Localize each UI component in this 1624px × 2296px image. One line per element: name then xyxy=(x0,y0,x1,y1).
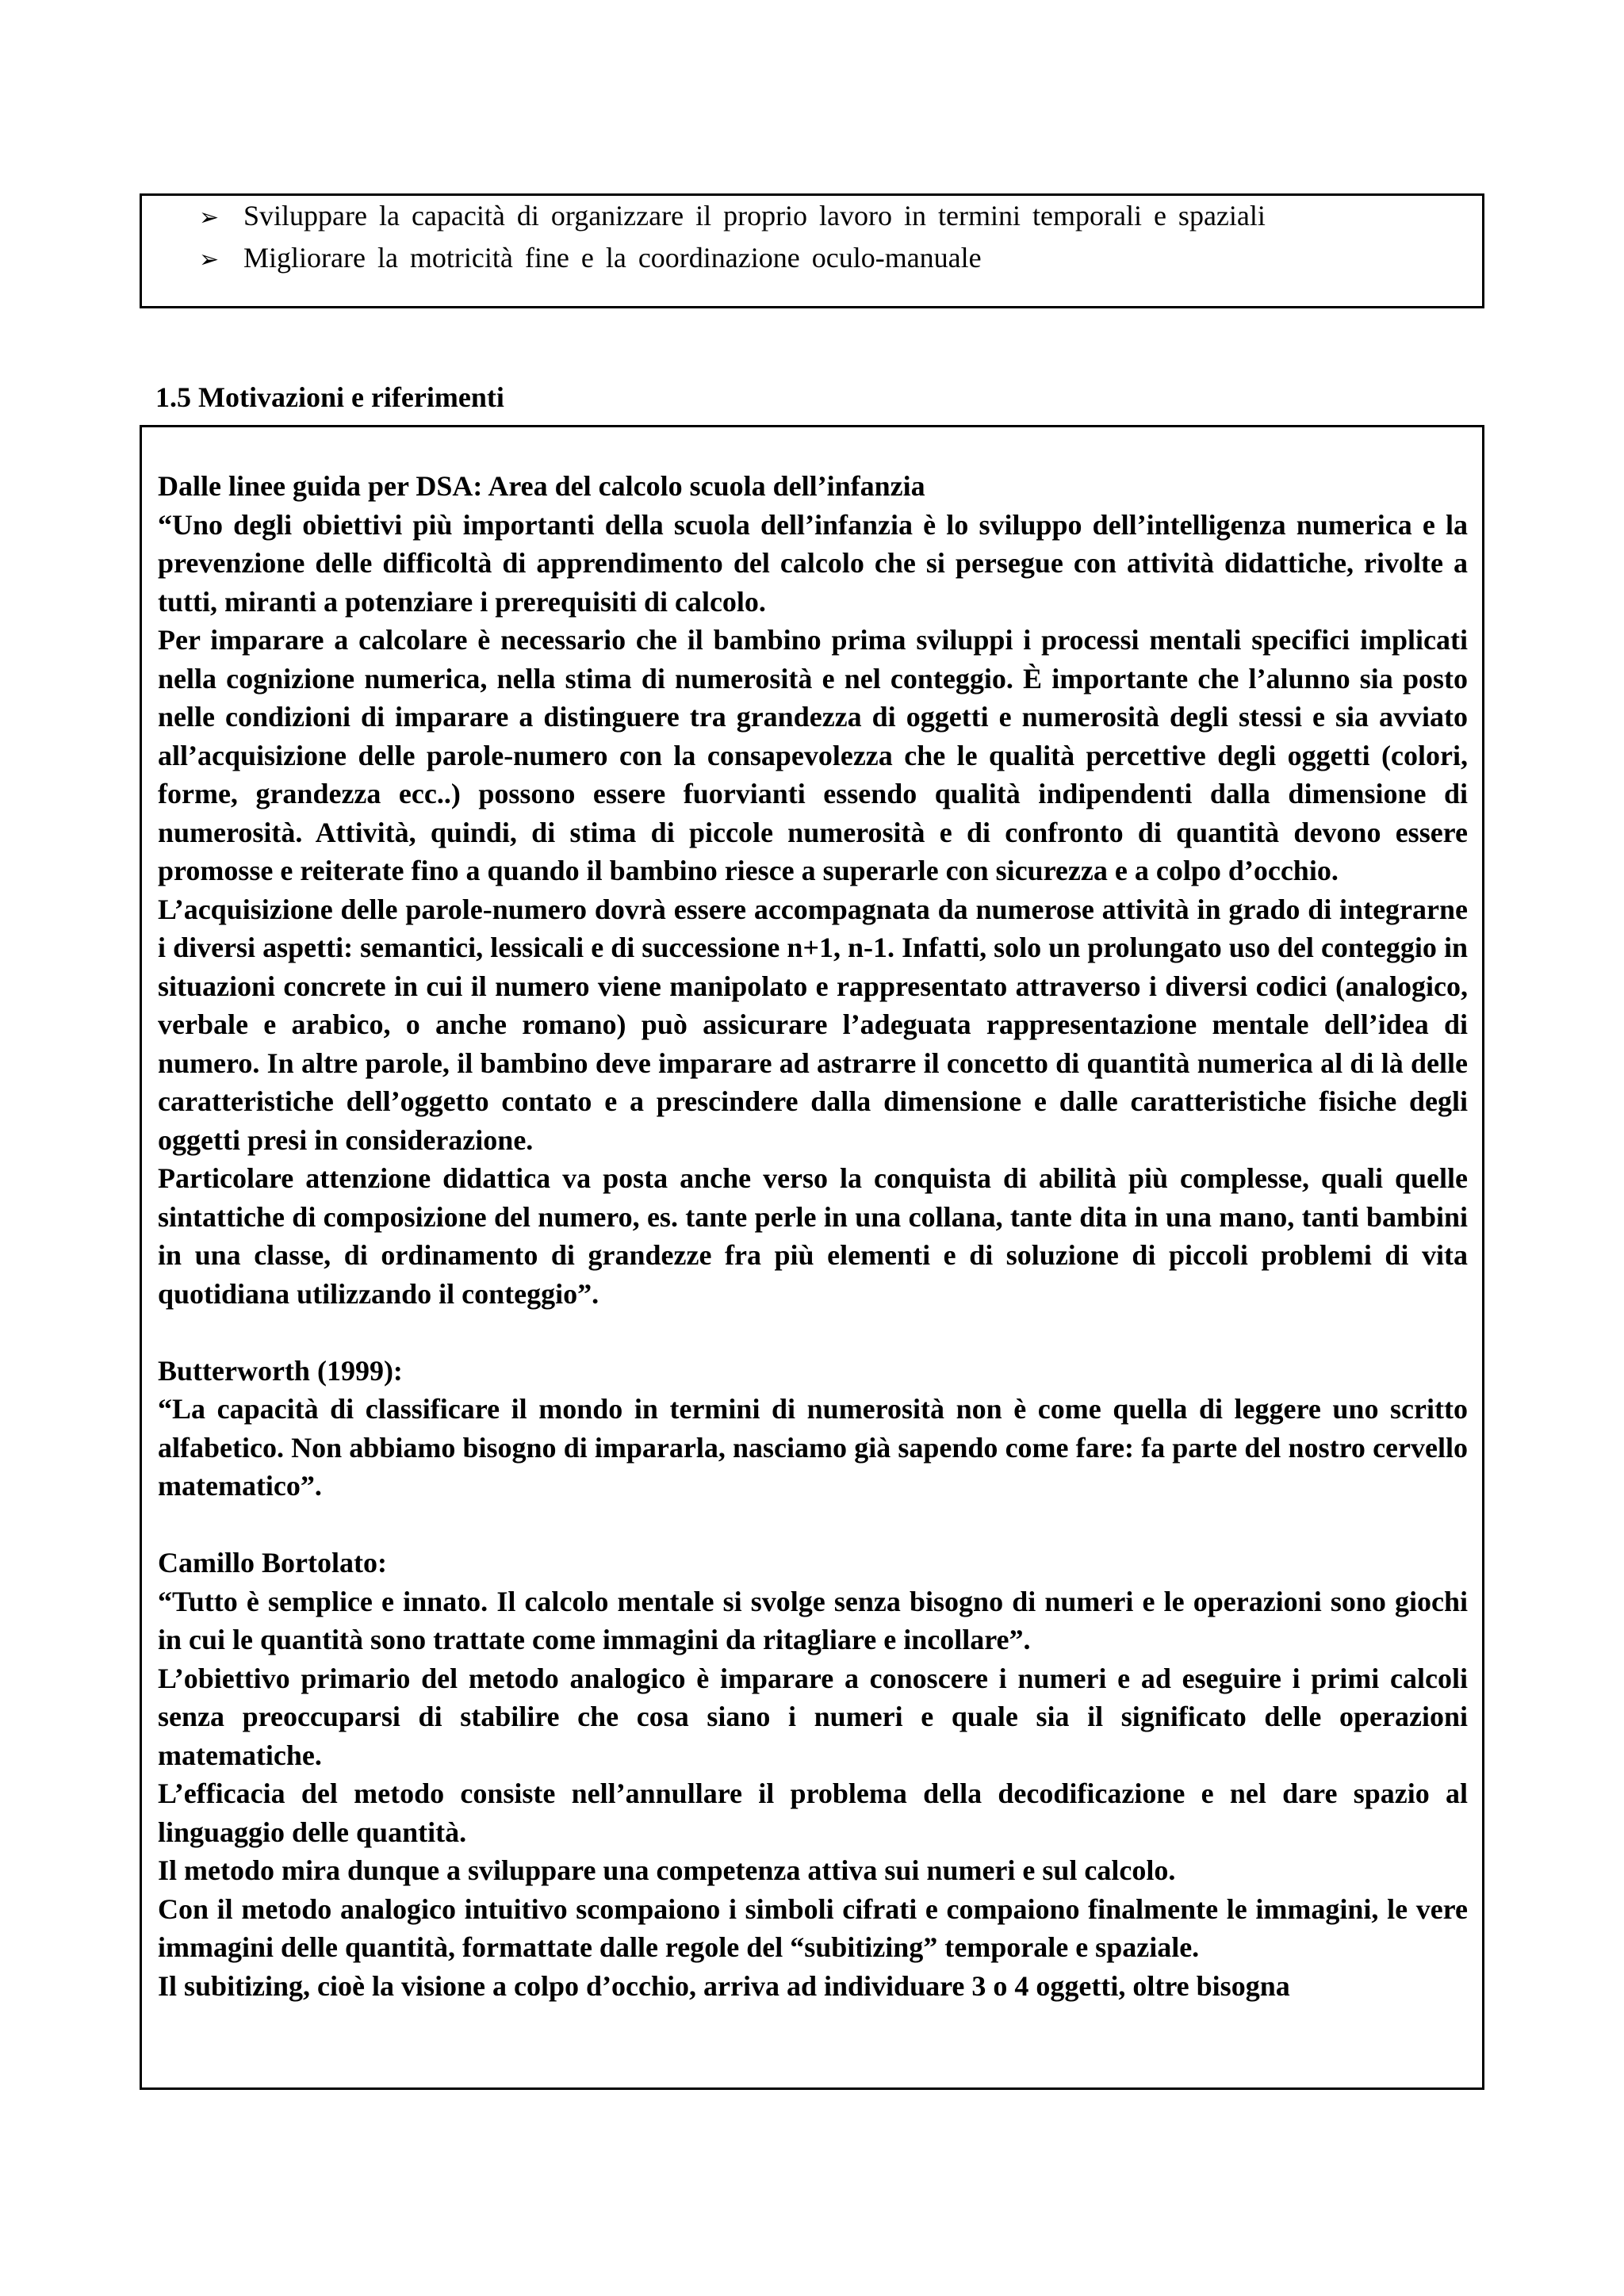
list-item xyxy=(199,238,1266,280)
objectives-box xyxy=(140,193,1484,308)
bortolato-paragraph: Con il metodo analogico intuitivo scompaiono i simboli cifrati e compaiono finalmente le immagini, le vere immagini delle quantità, formattate dalle regole del “subitizing” temporale e spaziale. xyxy=(158,1892,1468,1963)
arrow-bullet-icon: ➢ xyxy=(199,204,220,232)
butterworth-quote: “La capacità di classificare il mondo in termini di numerosità non è come quella di leggere uno scritto alfabetico. Non abbiamo bisogno di impararla, nasciamo già sapendo come fare: fa parte del nostro cervello matematico”. xyxy=(158,1393,1468,1502)
arrow-bullet-icon: ➢ xyxy=(199,246,220,274)
references-content xyxy=(158,467,1468,2005)
bortolato-paragraph: L’obiettivo primario del metodo analogico è imparare a conoscere i numeri e ad eseguire i primi calcoli senza preoccuparsi di stabilire che cosa siano i numeri e quale sia il significato delle operazioni matematiche. xyxy=(158,1662,1468,1771)
objective-text: Migliorare la motricità fine e la coordinazione oculo-manuale xyxy=(243,242,982,274)
bortolato-paragraph: Il metodo mira dunque a sviluppare una competenza attiva sui numeri e sul calcolo. xyxy=(158,1854,1176,1886)
butterworth-heading: Butterworth (1999): xyxy=(158,1354,403,1387)
bortolato-quote: “Tutto è semplice e innato. Il calcolo mentale si svolge senza bisogno di numeri e le operazioni sono giochi in cui le quantità sono trattate come immagini da ritagliare e incollare”. xyxy=(158,1585,1468,1655)
spacer xyxy=(158,1313,1468,1352)
bortolato-heading: Camillo Bortolato: xyxy=(158,1547,387,1578)
bortolato-paragraph: L’efficacia del metodo consiste nell’annullare il problema della decodificazione e nel dare spazio al linguaggio delle quantità. xyxy=(158,1777,1468,1848)
objective-text: Sviluppare la capacità di organizzare il proprio lavoro in termini temporali e spaziali xyxy=(243,200,1266,232)
dsa-heading: Dalle linee guida per DSA: Area del calcolo scuola dell’infanzia xyxy=(158,470,925,502)
list-item xyxy=(199,196,1266,238)
dsa-paragraph: “Uno degli obiettivi più importanti della scuola dell’infanzia è lo sviluppo dell’intelligenza numerica e la prevenzione delle difficoltà di apprendimento del calcolo che si persegue con attività didattiche, rivolte a tutti, miranti a potenziare i prerequisiti di calcolo. xyxy=(158,508,1468,618)
spacer xyxy=(158,1506,1468,1544)
bortolato-paragraph: Il subitizing, cioè la visione a colpo d’occhio, arriva ad individuare 3 o 4 oggetti, oltre bisogna xyxy=(158,1969,1290,2002)
dsa-paragraph: Particolare attenzione didattica va posta anche verso la conquista di abilità più complesse, quali quelle sintattiche di composizione del numero, es. tante perle in una collana, tante dita in una mano, tanti bambini in una classe, di ordinamento di grandezze fra più elementi e di soluzione di piccoli problemi di vita quotidiana utilizzando il conteggio”. xyxy=(158,1162,1468,1310)
objectives-list xyxy=(199,196,1266,280)
section-title: 1.5 Motivazioni e riferimenti xyxy=(155,381,504,413)
dsa-paragraph: Per imparare a calcolare è necessario che il bambino prima sviluppi i processi mentali specifici implicati nella cognizione numerica, nella stima di numerosità e nel conteggio. È importante che l’alunno sia posto nelle condizioni di imparare a distinguere tra grandezza di oggetti e numerosità degli stessi e sia avviato all’acquisizione delle parole-numero con la consapevolezza che le qualità percettive degli oggetti (colori, forme, grandezza ecc..) possono essere fuorvianti essendo qualità indipendenti dalla dimensione di numerosità. Attività, quindi, di stima di piccole numerosità e di confronto di quantità devono essere promosse e reiterate fino a quando il bambino riesce a superarle con sicurezza e a colpo d’occhio. xyxy=(158,624,1468,886)
references-box xyxy=(140,425,1484,2090)
dsa-paragraph: L’acquisizione delle parole-numero dovrà essere accompagnata da numerose attività in grado di integrarne i diversi aspetti: semantici, lessicali e di successione n+1, n-1. Infatti, solo un prolungato uso del conteggio in situazioni concrete in cui il numero viene manipolato e rappresentato attraverso i diversi codici (analogico, verbale e arabico, o anche romano) può assicurare l’adeguata rappresentazione mentale dell’idea di numero. In altre parole, il bambino deve imparare ad astrarre il concetto di quantità numerica al di là delle caratteristiche dell’oggetto contato e a prescindere dalla dimensione e dalle caratteristiche fisiche degli oggetti presi in considerazione. xyxy=(158,893,1468,1156)
